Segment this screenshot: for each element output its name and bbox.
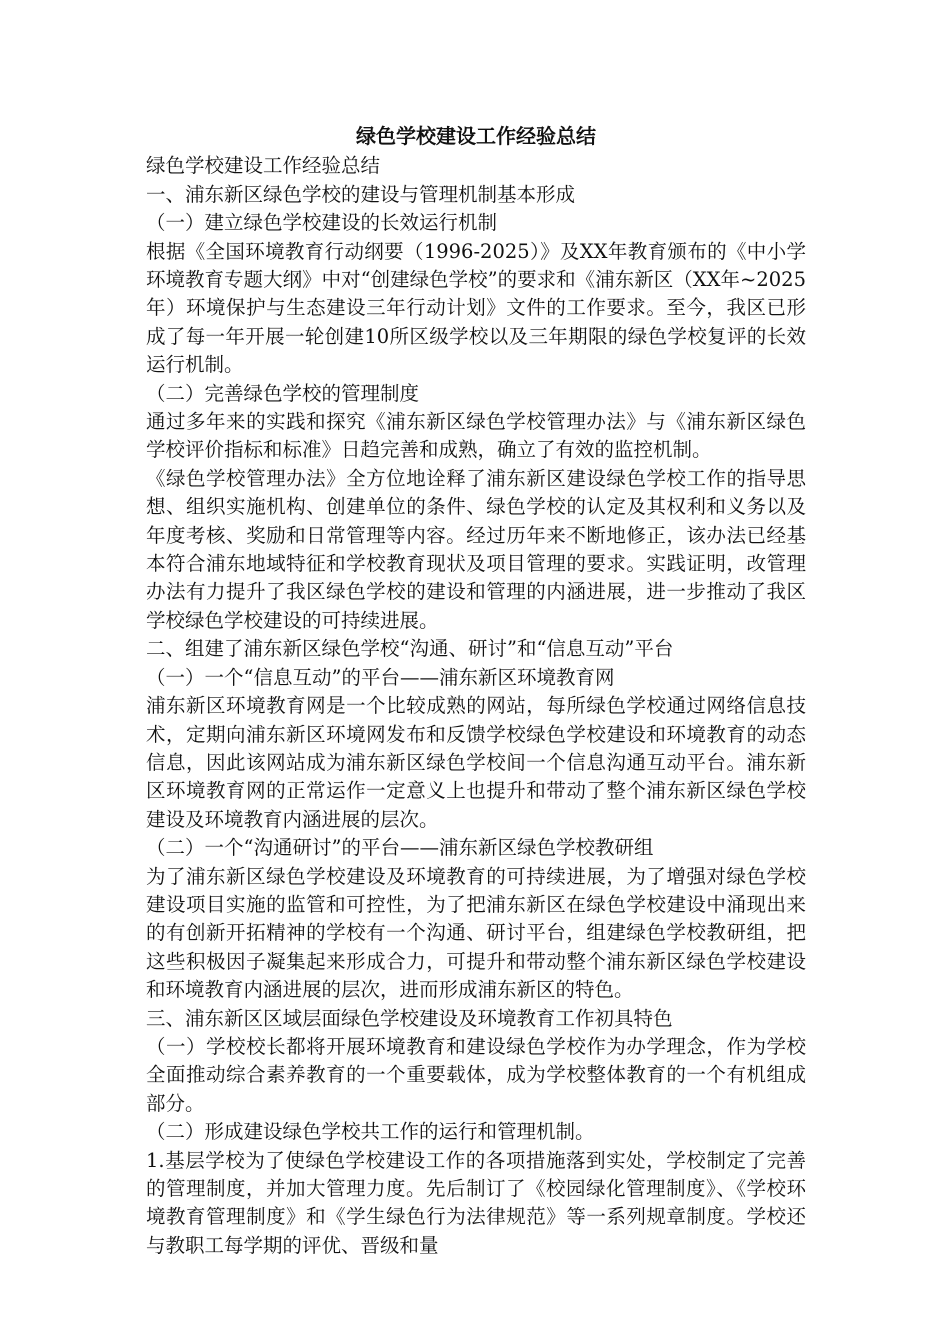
paragraph-body: 通过多年来的实践和探究《浦东新区绿色学校管理办法》与《浦东新区绿色学校评价指标和标准》日趋完善和成熟，确立了有效的监控机制。 [146, 410, 806, 462]
section-heading-3: 三、浦东新区区域层面绿色学校建设及环境教育工作初具特色 [146, 1006, 673, 1030]
paragraph-body: 浦东新区环境教育网是一个比较成熟的网站，每所绿色学校通过网络信息技术，定期向浦东新区环境网发布和反馈学校绿色学校建设和环境教育的动态信息，因此该网站成为浦东新区绿色学校间一个信息沟通互动平台。浦东新区环境教育网的正常运作一定意义上也提升和带动了整个浦东新区绿色学校建设及环境教育内涵进展的层次。 [146, 694, 806, 831]
paragraph-body: 《绿色学校管理办法》全方位地诠释了浦东新区建设绿色学校工作的指导思想、组织实施机构、创建单位的条件、绿色学校的认定及其权利和义务以及年度考核、奖励和日常管理等内容。经过历年来不断地修正，该办法已经基本符合浦东地域特征和学校教育现状及项目管理的要求。实践证明，改管理办法有力提升了我区绿色学校的建设和管理的内涵进展，进一步推动了我区学校绿色学校建设的可持续进展。 [146, 466, 806, 632]
section-heading-2: 二、组建了浦东新区绿色学校“沟通、研讨”和“信息互动”平台 [146, 637, 674, 661]
subsection-heading-3-2: （二）形成建设绿色学校共工作的运行和管理机制。 [146, 1120, 595, 1144]
subsection-heading-2-1: （一）一个“信息互动”的平台——浦东新区环境教育网 [146, 665, 615, 689]
paragraph-body: 1.基层学校为了使绿色学校建设工作的各项措施落到实处，学校制定了完善的管理制度，并加大管理力度。先后制订了《校园绿化管理制度》、《学校环境教育管理制度》和《学生绿色行为法律规范》等一系列规章制度。学校还与教职工每学期的评优、晋级和量 [146, 1148, 806, 1257]
document-title: 绿色学校建设工作经验总结 [356, 124, 596, 148]
document-page [146, 122, 806, 1260]
subsection-heading-1-2: （二）完善绿色学校的管理制度 [146, 381, 420, 405]
subsection-heading-2-2: （二）一个“沟通研讨”的平台——浦东新区绿色学校教研组 [146, 836, 654, 860]
section-heading-1: 一、浦东新区绿色学校的建设与管理机制基本形成 [146, 182, 576, 206]
paragraph-subtitle: 绿色学校建设工作经验总结 [146, 154, 381, 178]
paragraph-body: 根据《全国环境教育行动纲要（1996-2025）》及XX年教育颁布的《中小学环境教育专题大纲》中对“创建绿色学校”的要求和《浦东新区（XX年~2025年）环境保护与生态建设三年行动计划》文件的工作要求。至今，我区已形成了每一年开展一轮创建10所区级学校以及三年期限的绿色学校复评的长效运行机制。 [146, 239, 806, 377]
subsection-heading-3-1: （一）学校校长都将开展环境教育和建设绿色学校作为办学理念，作为学校全面推动综合素养教育的一个重要载体，成为学校整体教育的一个有机组成部分。 [146, 1034, 806, 1115]
paragraph-body: 为了浦东新区绿色学校建设及环境教育的可持续进展，为了增强对绿色学校建设项目实施的监管和可控性，为了把浦东新区在绿色学校建设中涌现出来的有创新开拓精神的学校有一个沟通、研讨平台，组建绿色学校教研组，把这些积极因子凝集起来形成合力，可提升和带动整个浦东新区绿色学校建设和环境教育内涵进展的层次，进而形成浦东新区的特色。 [146, 864, 806, 1002]
subsection-heading-1-1: （一）建立绿色学校建设的长效运行机制 [146, 211, 498, 235]
